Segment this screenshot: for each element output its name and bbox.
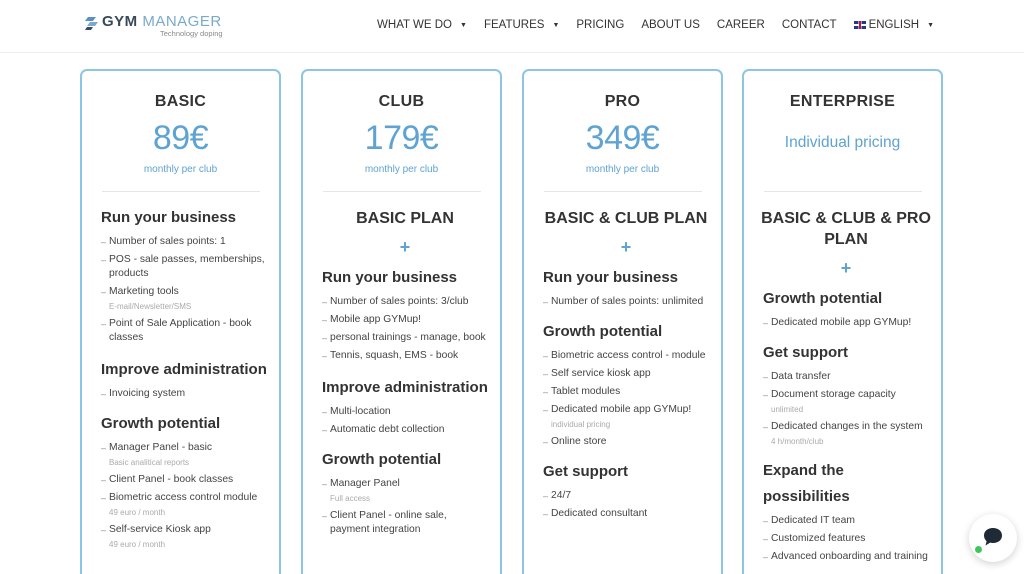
- plan-name: ENTERPRISE: [789, 93, 896, 110]
- plan-price: 179€: [364, 119, 439, 157]
- feature-item: – Number of sales points: 3/club: [322, 295, 488, 309]
- feature-item: – Dedicated consultant: [543, 507, 709, 521]
- chat-bubble-icon: [982, 526, 1004, 548]
- feature-item: – Dedicated IT team: [763, 514, 929, 528]
- brand-name: [102, 14, 223, 29]
- caret-down-icon: ▼: [927, 21, 934, 29]
- plan-price-note: monthly per club: [143, 164, 218, 175]
- nav-label: ABOUT US: [641, 19, 700, 31]
- feature-text: Biometric access control module: [109, 492, 258, 503]
- feature-item: – Invoicing system: [101, 387, 267, 401]
- plan-features: [543, 208, 709, 521]
- online-status-dot: [974, 545, 983, 554]
- brand-logo[interactable]: [85, 14, 223, 38]
- plan-price-note: monthly per club: [585, 164, 660, 175]
- section-title: Get support: [543, 463, 628, 480]
- feature-text: Manager Panel - basic: [109, 442, 213, 453]
- plus-icon: +: [840, 258, 852, 278]
- feature-item: – Self service kiosk app: [543, 367, 709, 381]
- feature-subtext: 4 h/month/club: [771, 437, 824, 446]
- site-header: [0, 0, 1024, 53]
- feature-item: – Data transfer: [763, 370, 929, 384]
- feature-item: – Tablet modules: [543, 385, 709, 399]
- section-title: Growth potential: [763, 290, 883, 307]
- feature-item: – POS - sale passes, memberships, products: [101, 253, 267, 281]
- feature-subtext: 49 euro / month: [109, 508, 166, 517]
- feature-item: – Biometric access control - module: [543, 349, 709, 363]
- divider: [544, 191, 702, 192]
- divider: [764, 191, 922, 192]
- brand-name-light: MANAGER: [142, 13, 222, 30]
- logo-mark-icon: [85, 16, 99, 30]
- caret-down-icon: ▼: [460, 21, 467, 29]
- feature-item: – Multi-location: [322, 405, 488, 419]
- feature-item: [101, 441, 267, 469]
- feature-item: – Number of sales points: 1: [101, 235, 267, 249]
- feature-item: [101, 523, 267, 551]
- feature-item: – personal trainings - manage, book: [322, 331, 488, 345]
- section-title: Improve administration: [322, 379, 488, 396]
- feature-item: [543, 403, 709, 431]
- feature-item: [101, 491, 267, 519]
- feature-item: – Mobile app GYMup!: [322, 313, 488, 327]
- feature-subtext: Basic analitical reports: [109, 458, 190, 467]
- plan-card-enterprise: [742, 69, 943, 574]
- section-title: Expand the possibilities: [763, 462, 850, 505]
- divider: [102, 191, 260, 192]
- section-title: Get support: [763, 344, 848, 361]
- included-plan-title: BASIC & CLUB & PRO PLAN: [761, 210, 931, 248]
- feature-subtext: individual pricing: [551, 420, 611, 429]
- plus-icon: +: [620, 237, 632, 257]
- caret-down-icon: ▼: [552, 21, 560, 29]
- plan-features: [322, 208, 488, 537]
- section-title: Improve administration: [101, 361, 267, 378]
- plan-features: [101, 203, 267, 551]
- plan-price-note: monthly per club: [364, 164, 439, 175]
- feature-item: – Tennis, squash, EMS - book: [322, 349, 488, 363]
- uk-flag-icon: [854, 21, 866, 29]
- feature-text: Self-service Kiosk app: [109, 524, 211, 535]
- feature-text: Document storage capacity: [771, 389, 896, 400]
- nav-label: CAREER: [716, 19, 765, 31]
- plan-card-basic: [80, 69, 281, 574]
- divider: [323, 191, 481, 192]
- brand-name-bold: GYM: [102, 13, 138, 30]
- feature-item: – Automatic debt collection: [322, 423, 488, 437]
- feature-item: – Client Panel - online sale, payment integration: [322, 509, 488, 537]
- chat-launcher-button[interactable]: [969, 514, 1017, 562]
- feature-item: – Advanced onboarding and training: [763, 550, 929, 564]
- nav-contact[interactable]: [782, 19, 837, 31]
- plan-price: 89€: [152, 119, 209, 157]
- feature-item: – Customized features: [763, 532, 929, 546]
- feature-item: – Dedicated mobile app GYMup!: [763, 316, 929, 330]
- section-title: Growth potential: [543, 323, 663, 340]
- section-title: Growth potential: [101, 415, 221, 432]
- feature-text: Marketing tools: [109, 286, 179, 297]
- language-selector[interactable]: [854, 19, 934, 31]
- nav-label: PRICING: [576, 19, 625, 31]
- brand-tagline: Technology doping: [160, 29, 223, 38]
- main-nav: [360, 19, 934, 31]
- plan-name: BASIC: [154, 93, 207, 110]
- plan-price: 349€: [585, 119, 660, 157]
- feature-item: [763, 420, 929, 448]
- feature-item: – Point of Sale Application - book classes: [101, 317, 267, 345]
- feature-item: – Online store: [543, 435, 709, 449]
- section-title: Run your business: [322, 269, 458, 286]
- nav-features[interactable]: [484, 19, 559, 31]
- plan-name: PRO: [604, 93, 641, 110]
- feature-text: Dedicated changes in the system: [771, 421, 923, 432]
- section-title: Growth potential: [322, 451, 442, 468]
- nav-about-us[interactable]: [641, 19, 700, 31]
- language-label: ENGLISH: [868, 19, 920, 31]
- feature-item: – 24/7: [543, 489, 709, 503]
- plus-icon: +: [399, 237, 411, 257]
- feature-item: – Number of sales points: unlimited: [543, 295, 709, 309]
- plan-price-text: Individual pricing: [784, 134, 901, 151]
- feature-item: [763, 388, 929, 416]
- feature-subtext: E-mail/Newsletter/SMS: [109, 302, 192, 311]
- section-title: Run your business: [543, 269, 679, 286]
- feature-subtext: 49 euro / month: [109, 540, 166, 549]
- plan-card-pro: [522, 69, 723, 574]
- included-plan-title: BASIC PLAN: [356, 210, 454, 227]
- nav-label: FEATURES: [483, 19, 545, 31]
- nav-label: CONTACT: [781, 19, 837, 31]
- plan-card-club: [301, 69, 502, 574]
- feature-subtext: Full access: [330, 494, 371, 503]
- included-plan-title: BASIC & CLUB PLAN: [544, 210, 708, 227]
- nav-label: WHAT WE DO: [377, 19, 453, 31]
- plan-name: CLUB: [378, 93, 425, 110]
- feature-text: Dedicated mobile app GYMup!: [551, 404, 692, 415]
- feature-item: [322, 477, 488, 505]
- nav-career[interactable]: [717, 19, 765, 31]
- nav-what-we-do[interactable]: [377, 19, 467, 31]
- feature-item: [101, 285, 267, 313]
- feature-text: Manager Panel: [330, 478, 400, 489]
- feature-subtext: unlimited: [771, 405, 804, 414]
- section-title: Run your business: [101, 209, 237, 226]
- plan-features: [763, 208, 929, 564]
- feature-item: – Client Panel - book classes: [101, 473, 267, 487]
- nav-pricing[interactable]: [576, 19, 624, 31]
